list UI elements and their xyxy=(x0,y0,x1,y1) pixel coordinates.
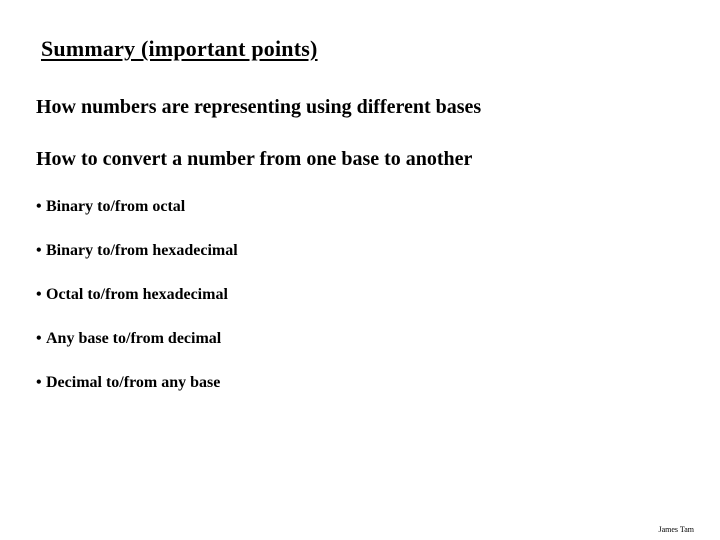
bullet-icon: • xyxy=(36,374,42,391)
list-item-text: Any base to/from decimal xyxy=(46,330,222,347)
bullet-icon: • xyxy=(36,242,42,259)
list-item xyxy=(36,328,238,350)
list-item-text: Decimal to/from any base xyxy=(46,374,221,391)
bullet-icon: • xyxy=(36,198,42,215)
list-item-text: Octal to/from hexadecimal xyxy=(46,286,228,303)
list-item-text: Binary to/from octal xyxy=(46,198,186,215)
slide-title: Summary (important points) xyxy=(41,36,318,61)
bullet-icon: • xyxy=(36,330,42,347)
list-item xyxy=(36,372,238,394)
list-item xyxy=(36,240,238,262)
summary-point-bases: How numbers are representing using different bases xyxy=(36,96,482,118)
author-footer: James Tam xyxy=(658,525,694,534)
list-item-text: Binary to/from hexadecimal xyxy=(46,242,238,259)
bullet-icon: • xyxy=(36,286,42,303)
list-item xyxy=(36,284,238,306)
summary-point-conversion: How to convert a number from one base to another xyxy=(36,148,473,170)
list-item xyxy=(36,196,238,218)
conversion-bullet-list xyxy=(36,196,238,416)
